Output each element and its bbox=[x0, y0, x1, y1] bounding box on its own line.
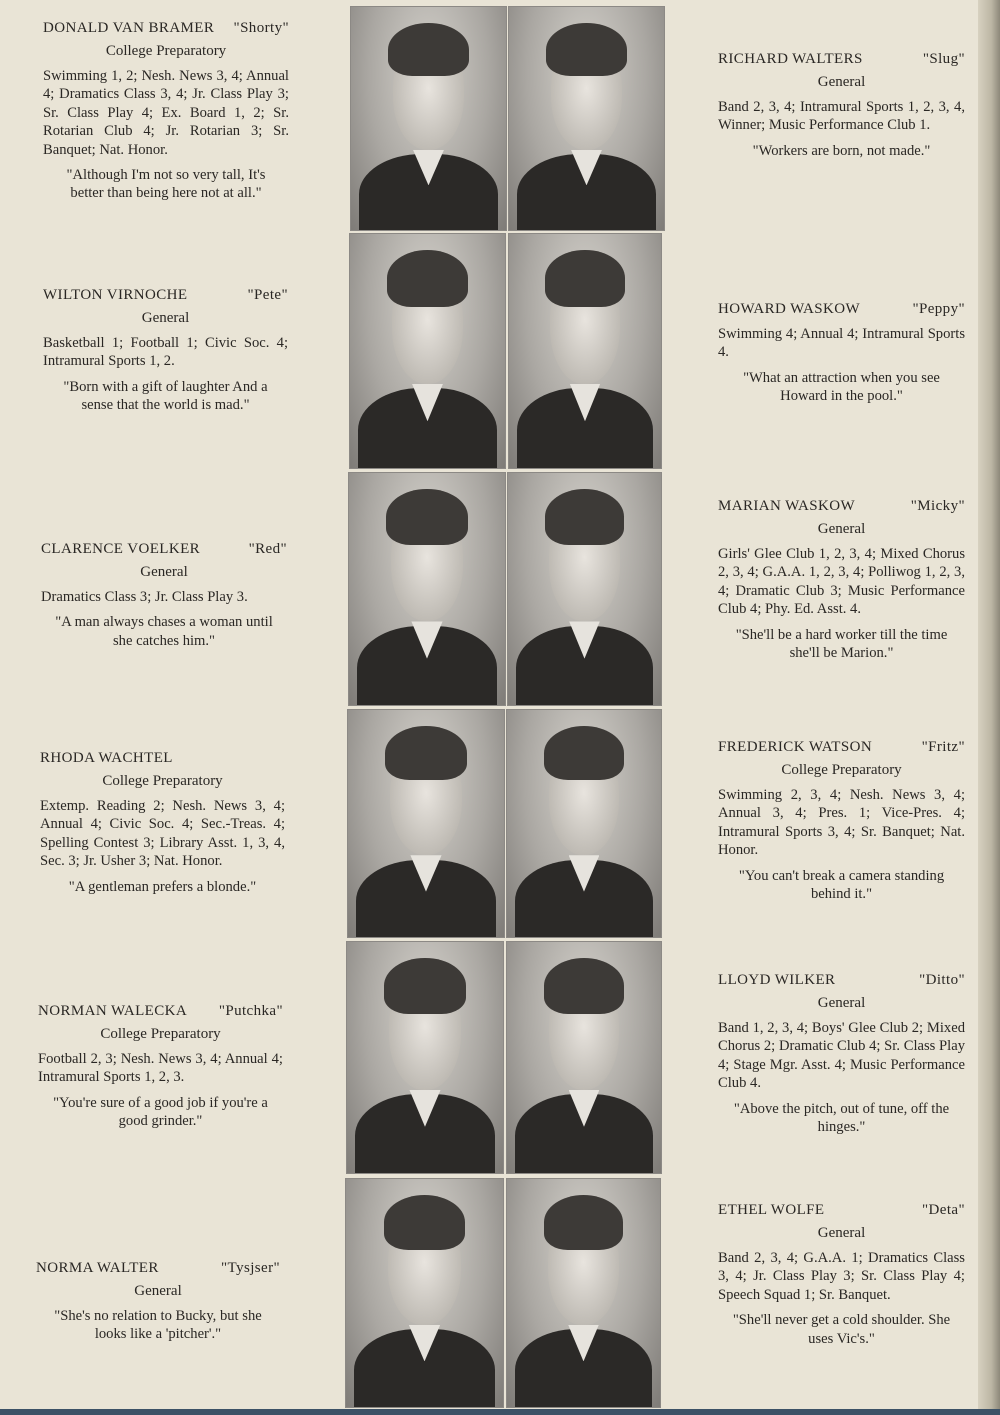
student-activities: Girls' Glee Club 1, 2, 3, 4; Mixed Chorus 2, 3, 4; G.A.A. 1, 2, 3, 4; Polliwog 1, 2, 3, 4; Dramatic Club 3; Music Performance Club 4; Phy. Ed. Asst. 4. bbox=[718, 546, 965, 618]
student-activities: Band 2, 3, 4; G.A.A. 1; Dramatics Class 3, 4; Jr. Class Play 3; Sr. Class Play 4; Speech Squad 1; Sr. Banquet. bbox=[718, 1250, 965, 1303]
senior-entry-right-3 bbox=[718, 739, 965, 903]
page-bottom-edge bbox=[0, 1409, 1000, 1415]
student-quote: "She'll never get a cold shoulder. She uses Vic's." bbox=[732, 1312, 951, 1347]
page-spine bbox=[978, 0, 1000, 1415]
student-name: HOWARD WASKOW bbox=[718, 301, 861, 317]
senior-entry-left-4 bbox=[38, 1003, 283, 1131]
student-quote: "Although I'm not so very tall, It's better than being here not at all." bbox=[66, 167, 266, 202]
student-name: ETHEL WOLFE bbox=[718, 1202, 825, 1218]
student-nickname: "Fritz" bbox=[921, 739, 965, 755]
portrait-photo-van-bramer bbox=[350, 6, 507, 231]
student-nickname: "Ditto" bbox=[919, 972, 965, 988]
student-activities: Band 1, 2, 3, 4; Boys' Glee Club 2; Mixed Chorus 2; Dramatic Club 4; Sr. Class Play 4; Stage Mgr. Asst. 4; Music Performance Club 4. bbox=[718, 1020, 965, 1092]
student-course: General bbox=[134, 1283, 182, 1299]
student-name: MARIAN WASKOW bbox=[718, 498, 856, 514]
portrait-photo-waskow-howard bbox=[508, 233, 662, 469]
student-name: RICHARD WALTERS bbox=[718, 51, 863, 67]
student-nickname: "Red" bbox=[248, 541, 287, 557]
senior-entry-left-5 bbox=[36, 1260, 280, 1344]
student-nickname: "Micky" bbox=[910, 498, 965, 514]
student-activities: Band 2, 3, 4; Intramural Sports 1, 2, 3, 4, Winner; Music Performance Club 1. bbox=[718, 99, 965, 134]
portrait-photo-watson bbox=[506, 709, 662, 938]
student-activities: Football 2, 3; Nesh. News 3, 4; Annual 4; Intramural Sports 1, 2, 3. bbox=[38, 1051, 283, 1086]
student-activities: Basketball 1; Football 1; Civic Soc. 4; Intramural Sports 1, 2. bbox=[43, 335, 288, 370]
student-activities: Swimming 2, 3, 4; Nesh. News 3, 4; Annual 3, 4; Pres. 1; Vice-Pres. 4; Intramural Sports 3, 4; Sr. Banquet; Nat. Honor. bbox=[718, 787, 965, 859]
student-nickname: "Slug" bbox=[922, 51, 965, 67]
student-course: General bbox=[817, 74, 866, 90]
student-name: CLARENCE VOELKER bbox=[41, 541, 201, 557]
student-course: General bbox=[817, 995, 866, 1011]
student-name: WILTON VIRNOCHE bbox=[43, 287, 188, 303]
student-course: College Preparatory bbox=[100, 1026, 221, 1042]
student-quote: "You can't break a camera standing behind it." bbox=[738, 867, 945, 903]
student-course: College Preparatory bbox=[781, 762, 902, 778]
student-quote: "She's no relation to Bucky, but she looks like a 'pitcher'." bbox=[54, 1308, 262, 1343]
senior-entry-right-1 bbox=[718, 301, 965, 406]
student-quote: "Born with a gift of laughter And a sense that the world is mad." bbox=[63, 378, 268, 414]
student-course: College Preparatory bbox=[105, 43, 227, 59]
student-course: General bbox=[817, 521, 866, 537]
student-name: DONALD VAN BRAMER bbox=[43, 20, 215, 36]
senior-entry-left-0 bbox=[43, 20, 289, 203]
portrait-photo-walter-norma bbox=[345, 1178, 504, 1408]
student-nickname: "Tysjser" bbox=[221, 1260, 280, 1276]
student-name: FREDERICK WATSON bbox=[718, 739, 873, 755]
senior-entry-left-2 bbox=[41, 541, 287, 650]
student-name: RHODA WACHTEL bbox=[40, 750, 173, 766]
portrait-photo-wolfe bbox=[506, 1178, 661, 1408]
senior-entry-right-4 bbox=[718, 972, 965, 1136]
student-name: NORMA WALTER bbox=[36, 1260, 159, 1276]
student-course: General bbox=[140, 564, 188, 580]
student-quote: "Above the pitch, out of tune, off the hinges." bbox=[733, 1100, 950, 1136]
student-activities: Swimming 1, 2; Nesh. News 3, 4; Annual 4; Dramatics Class 3, 4; Jr. Class Play 3; Sr. Class Play 4; Ex. Board 1, 2; Sr. Rotarian Club 4; Jr. Rotarian 3; Sr. Banquet; Nat. Honor. bbox=[43, 68, 289, 158]
student-activities: Dramatics Class 3; Jr. Class Play 3. bbox=[41, 589, 248, 605]
portrait-photo-voelker bbox=[348, 472, 506, 706]
student-course: General bbox=[141, 310, 190, 326]
student-activities: Swimming 4; Annual 4; Intramural Sports 4. bbox=[718, 326, 965, 361]
student-quote: "What an attraction when you see Howard in the pool." bbox=[743, 369, 940, 405]
student-nickname: "Pete" bbox=[247, 287, 288, 303]
student-nickname: "Putchka" bbox=[218, 1003, 283, 1019]
portrait-photo-virnoche bbox=[349, 233, 506, 469]
student-nickname: "Shorty" bbox=[233, 20, 289, 36]
senior-entry-left-3 bbox=[40, 750, 285, 896]
portrait-photo-waskow-marian bbox=[507, 472, 662, 706]
senior-entry-right-0 bbox=[718, 51, 965, 160]
student-name: NORMAN WALECKA bbox=[38, 1003, 188, 1019]
student-course: General bbox=[817, 1225, 866, 1241]
student-activities: Extemp. Reading 2; Nesh. News 3, 4; Annual 4; Civic Soc. 4; Sec.-Treas. 4; Spelling Contest 3; Library Asst. 1, 3, 4, Sec. 3; Jr. Usher 3; Nat. Honor. bbox=[40, 798, 285, 870]
senior-entry-right-2 bbox=[718, 498, 965, 662]
student-name: LLOYD WILKER bbox=[718, 972, 836, 988]
student-quote: "A man always chases a woman until she catches him." bbox=[55, 614, 273, 649]
student-quote: "You're sure of a good job if you're a good grinder." bbox=[53, 1094, 268, 1130]
student-quote: "Workers are born, not made." bbox=[752, 142, 931, 159]
student-course: College Preparatory bbox=[102, 773, 223, 789]
student-nickname: "Deta" bbox=[922, 1202, 965, 1218]
portrait-photo-wachtel bbox=[347, 709, 505, 938]
senior-entry-left-1 bbox=[43, 287, 288, 415]
portrait-photo-wilker bbox=[506, 941, 662, 1174]
portrait-photo-walters-richard bbox=[508, 6, 665, 231]
portrait-photo-walecka bbox=[346, 941, 504, 1174]
student-quote: "She'll be a hard worker till the time she'll be Marion." bbox=[735, 626, 948, 662]
senior-entry-right-5 bbox=[718, 1202, 965, 1348]
student-nickname: "Peppy" bbox=[912, 301, 965, 317]
student-quote: "A gentleman prefers a blonde." bbox=[68, 878, 257, 895]
